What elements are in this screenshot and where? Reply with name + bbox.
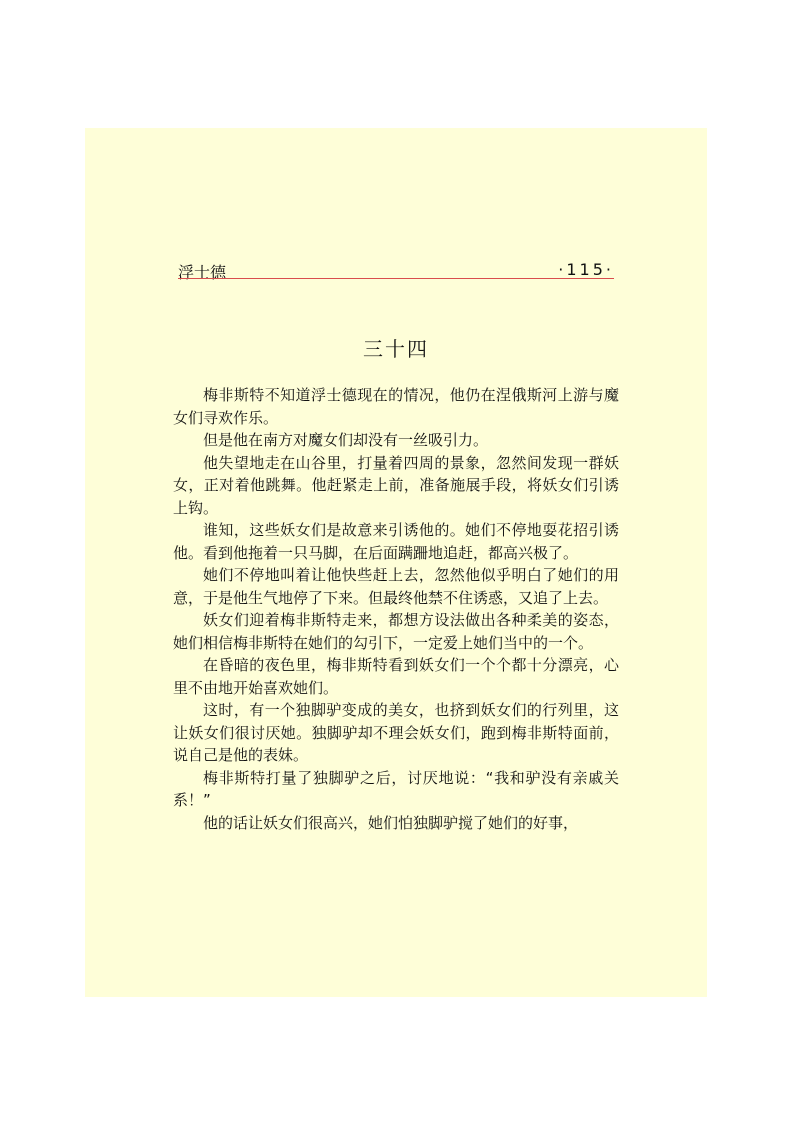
paragraph: 但是他在南方对魔女们却没有一丝吸引力。 [203,431,489,449]
page-number: ·115· [558,260,614,279]
book-title: 浮士德 [178,263,227,282]
header-rule [178,278,614,279]
paragraph: 他失望地走在山谷里，打量着四周的景象，忽然间发现一群妖女，正对着他跳舞。他赶紧走上前，准备施展手段，将妖女们引诱上钩。 [173,453,619,517]
paragraph: 妖女们迎着梅非斯特走来，都想方设法做出各种柔美的姿态，她们相信梅非斯特在她们的勾引下，一定爱上她们当中的一个。 [173,611,619,652]
book-page [85,128,707,997]
paragraph: 他的话让妖女们很高兴，她们怕独脚驴搅了她们的好事， [203,813,579,832]
paragraph: 谁知，这些妖女们是故意来引诱他的。她们不停地耍花招引诱他。看到他拖着一只马脚，在后面蹒跚地追赶，都高兴极了。 [173,521,619,562]
paragraph: 这时，有一个独脚驴变成的美女，也挤到妖女们的行列里，这让妖女们很讨厌她。独脚驴却不理会妖女们，跑到梅非斯特面前，说自己是他的表妹。 [173,701,619,764]
paragraph: 梅非斯特打量了独脚驴之后，讨厌地说：“我和驴没有亲戚关系！” [173,768,619,809]
chapter-title: 三十四 [363,337,429,361]
paragraph: 她们不停地叫着让他快些赶上去，忽然他似乎明白了她们的用意，于是他生气地停了下来。但最终他禁不住诱惑，又追了上去。 [173,566,619,607]
paragraph: 梅非斯特不知道浮士德现在的情况，他仍在涅俄斯河上游与魔女们寻欢作乐。 [173,386,619,427]
body-text [173,384,619,834]
paragraph: 在昏暗的夜色里，梅非斯特看到妖女们一个个都十分漂亮，心里不由地开始喜欢她们。 [173,656,619,697]
